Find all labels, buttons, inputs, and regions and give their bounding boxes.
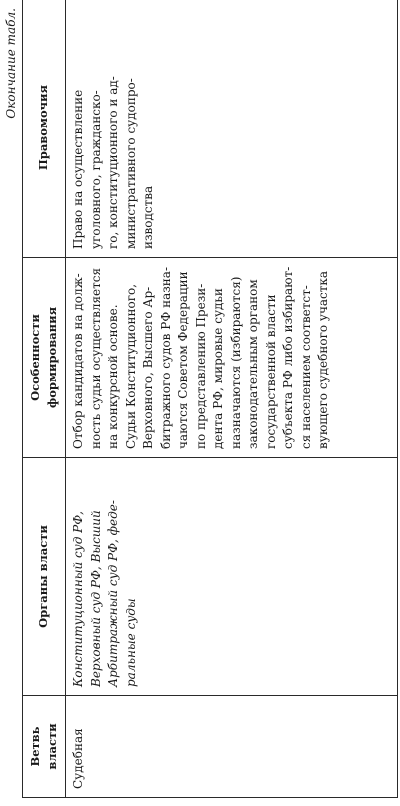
cell-powers <box>66 0 398 258</box>
formation-line: Верховного, Высшего Ар- <box>141 286 155 449</box>
formation-line: Отбор кандидатов на долж- <box>71 273 85 449</box>
branch-text: Судебная <box>71 728 85 789</box>
cell-organs <box>66 458 398 696</box>
header-powers: Правомочия <box>23 0 66 258</box>
organs-line: Верховный суд РФ, Высший <box>88 510 103 687</box>
formation-line: государственной власти <box>263 294 278 449</box>
powers-line: го, конституционного и ад- <box>106 76 120 249</box>
powers-line: изводства <box>141 185 155 249</box>
cell-formation <box>66 258 398 458</box>
powers-line: уголовного, гражданско- <box>88 90 103 249</box>
formation-line: по представлению Прези- <box>193 283 208 449</box>
organs-line: ральные суды <box>123 598 138 687</box>
formation-line: субъекта РФ либо избирают- <box>281 266 295 449</box>
header-organs: Органы власти <box>23 458 66 696</box>
header-branch: Ветвь власти <box>23 696 66 798</box>
header-formation: Особенности формирования <box>23 258 66 458</box>
formation-line: законодательным органом <box>246 279 260 449</box>
formation-line: Судьи Конституционного, <box>123 283 138 449</box>
powers-line: министративного судопро- <box>123 78 138 249</box>
organs-line: Арбитражный суд РФ, феде- <box>106 500 120 687</box>
formation-line: битражного судов РФ назна- <box>158 266 173 449</box>
organs-line: Конституционный суд РФ, <box>71 511 85 687</box>
authority-table <box>22 0 398 798</box>
formation-line: ность судьи осуществляется <box>88 267 103 449</box>
formation-line: на конкурсной основе. <box>106 304 120 449</box>
formation-line: ся населением соответст- <box>298 285 313 449</box>
formation-line: дента РФ, мировые судьи <box>211 288 225 449</box>
table-header-row <box>23 0 66 798</box>
table-row <box>66 0 398 798</box>
powers-line: Право на осуществление <box>71 89 85 249</box>
formation-line: назначаются (избираются) <box>228 276 243 449</box>
formation-line: чаются Советом Федерации <box>176 271 190 449</box>
table-caption: Окончание табл. <box>4 8 18 119</box>
cell-branch <box>66 696 398 798</box>
formation-line: вующего судебного участка <box>316 270 330 449</box>
